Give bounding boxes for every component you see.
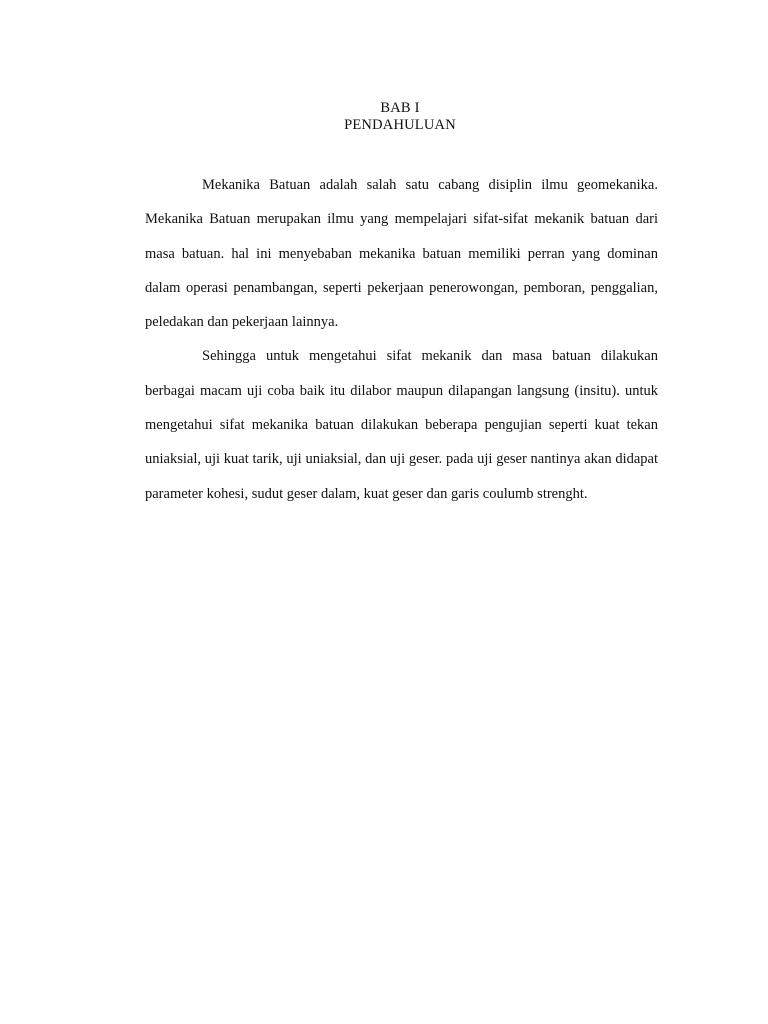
paragraph-1: Mekanika Batuan adalah salah satu cabang disiplin ilmu geomekanika. Mekanika Batuan merupakan ilmu yang mempelajari sifat-sifat mekanik batuan dari masa batuan. hal ini menyebaban mekanika batuan memiliki perran yang dominan dalam operasi penambangan, seperti pekerjaan penerowongan, pemboran, penggalian, peledakan dan pekerjaan lainnya. bbox=[145, 177, 658, 331]
chapter-body bbox=[145, 168, 658, 511]
chapter-number: BAB I bbox=[380, 100, 420, 116]
chapter-title: PENDAHULUAN bbox=[344, 117, 456, 133]
chapter-heading bbox=[0, 100, 768, 134]
paragraph-2: Sehingga untuk mengetahui sifat mekanik dan masa batuan dilakukan berbagai macam uji coba baik itu dilabor maupun dilapangan langsung (insitu). untuk mengetahui sifat mekanika batuan dilakukan beberapa pengujian seperti kuat tekan uniaksial, uji kuat tarik, uji uniaksial, dan uji geser. pada uji geser nantinya akan didapat parameter kohesi, sudut geser dalam, kuat geser dan garis coulumb strenght. bbox=[145, 348, 658, 502]
